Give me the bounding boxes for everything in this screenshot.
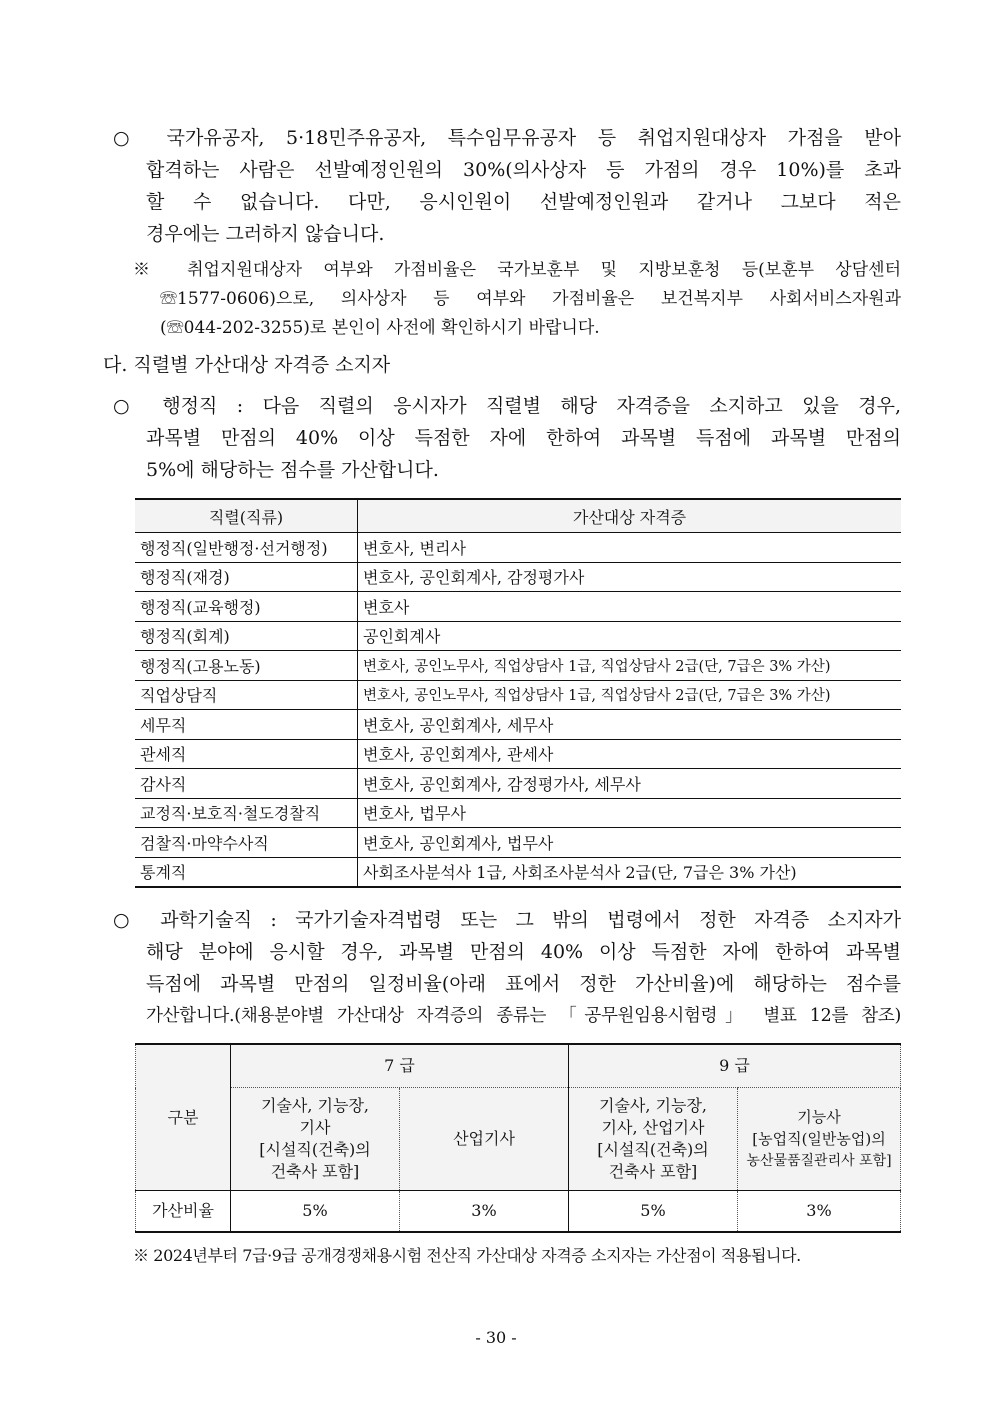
table-row [135,798,901,828]
note1-line-3: (☏044-202-3255)로 본인이 사전에 확인하시기 바랍니다. [160,318,600,338]
para1-line-1: ○ 국가유공자, 5·18민주유공자, 특수임무유공자 등 취업지원대상자 가점을 받아 [113,127,901,149]
job-series-cell: 통계직 [135,857,358,887]
note1-line-1: ※ 취업지원대상자 여부와 가점비율은 국가보훈부 및 지방보훈청 등(보훈부 상담센터 [133,260,901,280]
certificate-cell: 변호사, 공인회계사, 감정평가사 [358,562,902,592]
grade9-category-2 [738,1088,901,1191]
bonus-rate-table [135,1043,901,1233]
certificate-cell: 변호사, 법무사 [358,798,902,828]
para3-line-1: ○ 과학기술직 : 국가기술자격법령 또는 그 밖의 법령에서 정한 자격증 소지자가 [113,909,901,931]
category-text: 건축사 포함] [270,1162,360,1181]
grade7-category-1 [231,1088,400,1191]
category-text: [시설직(건축)의 [597,1140,709,1159]
para1-line-2: 합격하는 사람은 선발예정인원의 30%(의사상자 등 가점의 경우 10%)를 초과 [146,159,901,181]
grade9-header: 9 급 [569,1044,901,1088]
category-header-row [136,1088,901,1191]
certificate-cell: 변호사 [358,592,902,622]
job-series-cell: 행정직(회계) [135,621,358,651]
header-job-series: 직렬(직류) [135,499,358,533]
section-heading: 다. 직렬별 가산대상 자격증 소지자 [103,354,391,376]
table-row [135,769,901,799]
certificate-cell: 변호사, 공인회계사, 법무사 [358,828,902,858]
note2: ※ 2024년부터 7급·9급 공개경쟁채용시험 전산직 가산대상 자격증 소지자는 가산점이 적용됩니다. [133,1246,801,1265]
category-text: 농산물품질관리사 포함] [746,1153,892,1169]
category-text: 건축사 포함] [608,1162,698,1181]
certificate-cell: 변호사, 공인노무사, 직업상담사 1급, 직업상담사 2급(단, 7급은 3% 가산) [358,680,902,710]
para3-line-3: 득점에 과목별 만점의 일정비율(아래 표에서 정한 가산비율)에 해당하는 점수를 [146,973,901,995]
certificate-cell: 변호사, 공인회계사, 감정평가사, 세무사 [358,769,902,799]
para2-line-3: 5%에 해당하는 점수를 가산합니다. [146,459,439,481]
para1-line-3: 할 수 없습니다. 다만, 응시인원이 선발예정인원과 같거나 그보다 적은 [146,191,901,213]
category-text: 기능사 [797,1108,841,1126]
note1-line-2: ☏1577-0606)으로, 의사상자 등 여부와 가점비율은 보건복지부 사회서비스자원과 [160,289,901,309]
certificate-cell: 변호사, 변리사 [358,533,902,563]
grade7-category-2: 산업기사 [400,1088,569,1191]
para1-line-4: 경우에는 그러하지 않습니다. [146,223,385,245]
certificate-cell: 변호사, 공인회계사, 세무사 [358,710,902,740]
table-row [135,592,901,622]
table-row [135,651,901,681]
category-text: 기술사, 기능장, [599,1096,707,1115]
table-row [135,739,901,769]
category-text: [농업직(일반농업)의 [752,1130,886,1148]
table-row [135,562,901,592]
grade-header-row [136,1044,901,1088]
para3-line-4: 가산합니다.(채용분야별 가산대상 자격증의 종류는 「공무원임용시험령」 별표 12를 참조) [146,1006,901,1026]
certificate-cell: 공인회계사 [358,621,902,651]
job-series-cell: 세무직 [135,710,358,740]
rate-cell: 3% [738,1191,901,1233]
category-text: 기술사, 기능장, [261,1096,369,1115]
certificate-cell: 변호사, 공인노무사, 직업상담사 1급, 직업상담사 2급(단, 7급은 3% 가산) [358,651,902,681]
rate-row [136,1191,901,1233]
job-series-cell: 행정직(고용노동) [135,651,358,681]
page-number: - 30 - [475,1328,517,1347]
table-row [135,533,901,563]
table-row [135,857,901,887]
header-certificate: 가산대상 자격증 [358,499,902,533]
certificate-cell: 사회조사분석사 1급, 사회조사분석사 2급(단, 7급은 3% 가산) [358,857,902,887]
rate-label: 가산비율 [136,1191,231,1233]
table-row [135,621,901,651]
grade7-header: 7 급 [231,1044,569,1088]
row-header-cell: 구분 [136,1044,231,1191]
job-series-cell: 행정직(교육행정) [135,592,358,622]
table-row [135,710,901,740]
certificate-cell: 변호사, 공인회계사, 관세사 [358,739,902,769]
job-series-cell: 행정직(재경) [135,562,358,592]
job-series-cell: 검찰직·마약수사직 [135,828,358,858]
para3-line-2: 해당 분야에 응시할 경우, 과목별 만점의 40% 이상 득점한 자에 한하여 과목별 [146,941,901,963]
para2-line-2: 과목별 만점의 40% 이상 득점한 자에 한하여 과목별 득점에 과목별 만점의 [146,427,901,449]
category-text: 기사 [299,1118,331,1137]
rate-cell: 5% [231,1191,400,1233]
category-text: 기사, 산업기사 [601,1118,705,1137]
table-row [135,828,901,858]
job-series-cell: 관세직 [135,739,358,769]
table-header-row [135,499,901,533]
job-series-cell: 행정직(일반행정·선거행정) [135,533,358,563]
para2-line-1: ○ 행정직 : 다음 직렬의 응시자가 직렬별 해당 자격증을 소지하고 있을 경우, [113,395,901,417]
rate-cell: 3% [400,1191,569,1233]
job-series-cell: 교정직·보호직·철도경찰직 [135,798,358,828]
certificate-table [135,498,901,888]
grade9-category-1 [569,1088,738,1191]
job-series-cell: 감사직 [135,769,358,799]
rate-cell: 5% [569,1191,738,1233]
job-series-cell: 직업상담직 [135,680,358,710]
category-text: [시설직(건축)의 [259,1140,371,1159]
table-row [135,680,901,710]
